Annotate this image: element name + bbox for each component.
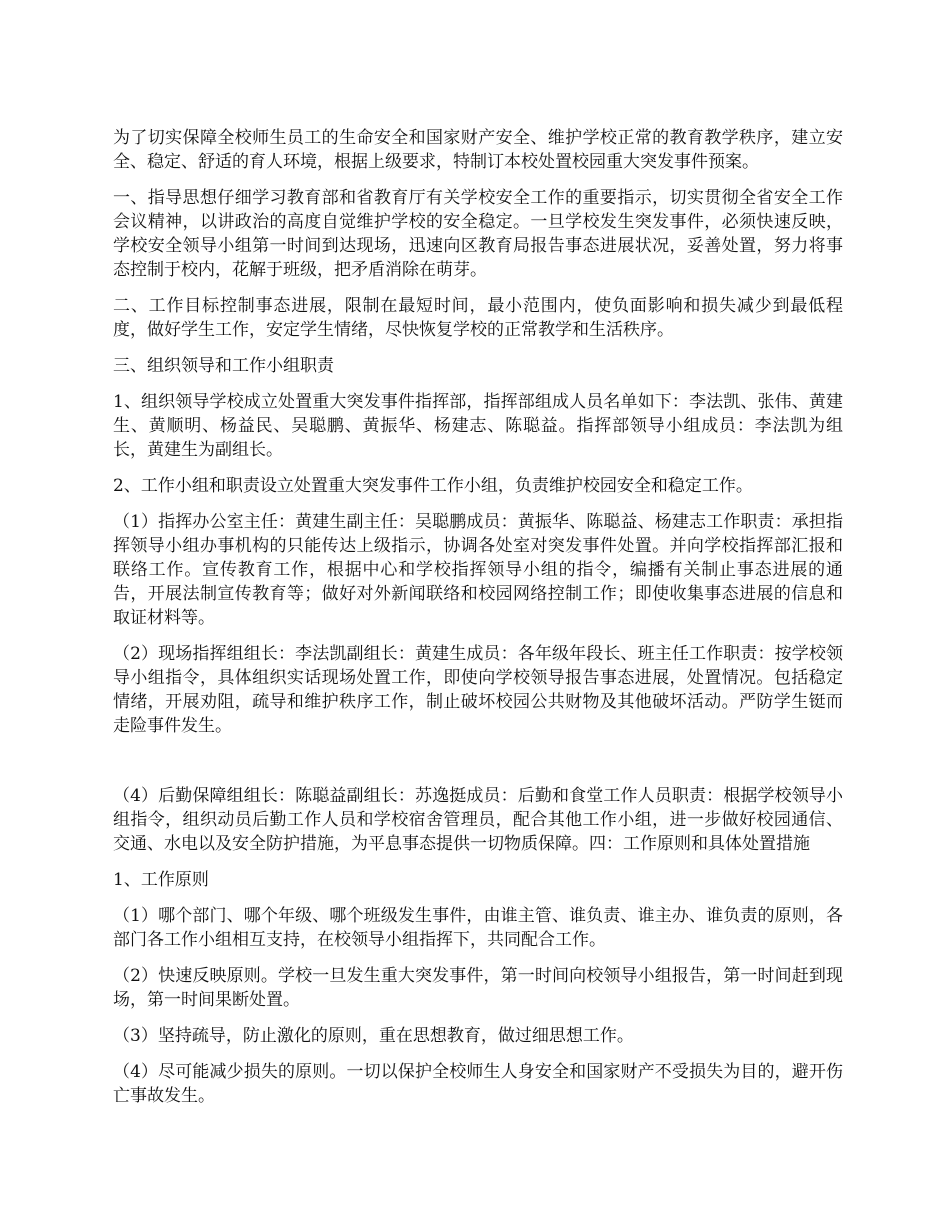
paragraph-intro: 为了切实保障全校师生员工的生命安全和国家财产安全、维护学校正常的教育教学秩序，建立安全、稳定、舒适的育人环境，根据上级要求，特制订本校处置校园重大突发事件预案。	[113, 128, 843, 172]
paragraph-principle-4: （4）尽可能减少损失的原则。一切以保护全校师生人身安全和国家财产不受损失为目的，避开伤亡事故发生。	[113, 1062, 843, 1106]
paragraph-principle-3: （3）坚持疏导，防止激化的原则，重在思想教育，做过细思想工作。	[113, 1026, 634, 1046]
paragraph-field-command: （2）现场指挥组组长：李法凯副组长：黄建生成员：各年级年段长、班主任工作职责：按学校领导小组指令，具体组织实话现场处置工作，即使向学校领导报告事态进展，处置情况。包括稳定情绪，开展劝阻，疏导和维护秩序工作，制止破坏校园公共财物及其他破坏活动。严防学生铤而走险事件发生。	[113, 644, 843, 736]
paragraph-principle-1: （1）哪个部门、哪个年级、哪个班级发生事件，由谁主管、谁负责、谁主办、谁负责的原则，各部门各工作小组相互支持，在校领导小组指挥下，共同配合工作。	[113, 906, 843, 950]
paragraph-work-goals: 二、工作目标控制事态进展，限制在最短时间，最小范围内，使负面影响和损失减少到最低程度，做好学生工作，安定学生情绪，尽快恢复学校的正常教学和生活秩序。	[113, 296, 843, 340]
paragraph-command-office: （1）指挥办公室主任：黄建生副主任：吴聪鹏成员：黄振华、陈聪益、杨建志工作职责：承担指挥领导小组办事机构的只能传达上级指示，协调各处室对突发事件处置。并向学校指挥部汇报和联络工作。宣传教育工作，根据中心和学校指挥领导小组的指令，编播有关制止事态进展的通告，开展法制宣传教育等；做好对外新闻联络和校园网络控制工作；即使收集事态进展的信息和取证材料等。	[113, 512, 843, 628]
blank-gap	[113, 750, 843, 784]
section-heading-organization: 三、组织领导和工作小组职责	[113, 356, 334, 376]
paragraph-work-groups: 2、工作小组和职责设立处置重大突发事件工作小组，负责维护校园安全和稳定工作。	[113, 476, 753, 496]
paragraph-logistics: （4）后勤保障组组长：陈聪益副组长：苏逸挺成员：后勤和食堂工作人员职责：根据学校领导小组指令，组织动员后勤工作人员和学校宿舍管理员，配合其他工作小组，进一步做好校园通信、交通、水电以及安全防护措施，为平息事态提供一切物质保障。四：工作原则和具体处置措施	[113, 786, 843, 854]
paragraph-guiding-ideology: 一、指导思想仔细学习教育部和省教育厅有关学校安全工作的重要指示，切实贯彻全省安全工作会议精神，以讲政治的高度自觉维护学校的安全稳定。一旦学校发生突发事件，必须快速反映，学校安全领导小组第一时间到达现场，迅速向区教育局报告事态进展状况，妥善处置，努力将事态控制于校内，花解于班级，把矛盾消除在萌芽。	[113, 188, 843, 280]
paragraph-leadership: 1、组织领导学校成立处置重大突发事件指挥部，指挥部组成人员名单如下：李法凯、张伟、黄建生、黄顺明、杨益民、吴聪鹏、黄振华、杨建志、陈聪益。指挥部领导小组成员：李法凯为组长，黄建生为副组长。	[113, 392, 843, 460]
paragraph-principle-2: （2）快速反映原则。学校一旦发生重大突发事件，第一时间向校领导小组报告，第一时间赶到现场，第一时间果断处置。	[113, 966, 843, 1010]
document-body	[113, 126, 843, 1120]
section-heading-work-principles: 1、工作原则	[113, 870, 209, 890]
